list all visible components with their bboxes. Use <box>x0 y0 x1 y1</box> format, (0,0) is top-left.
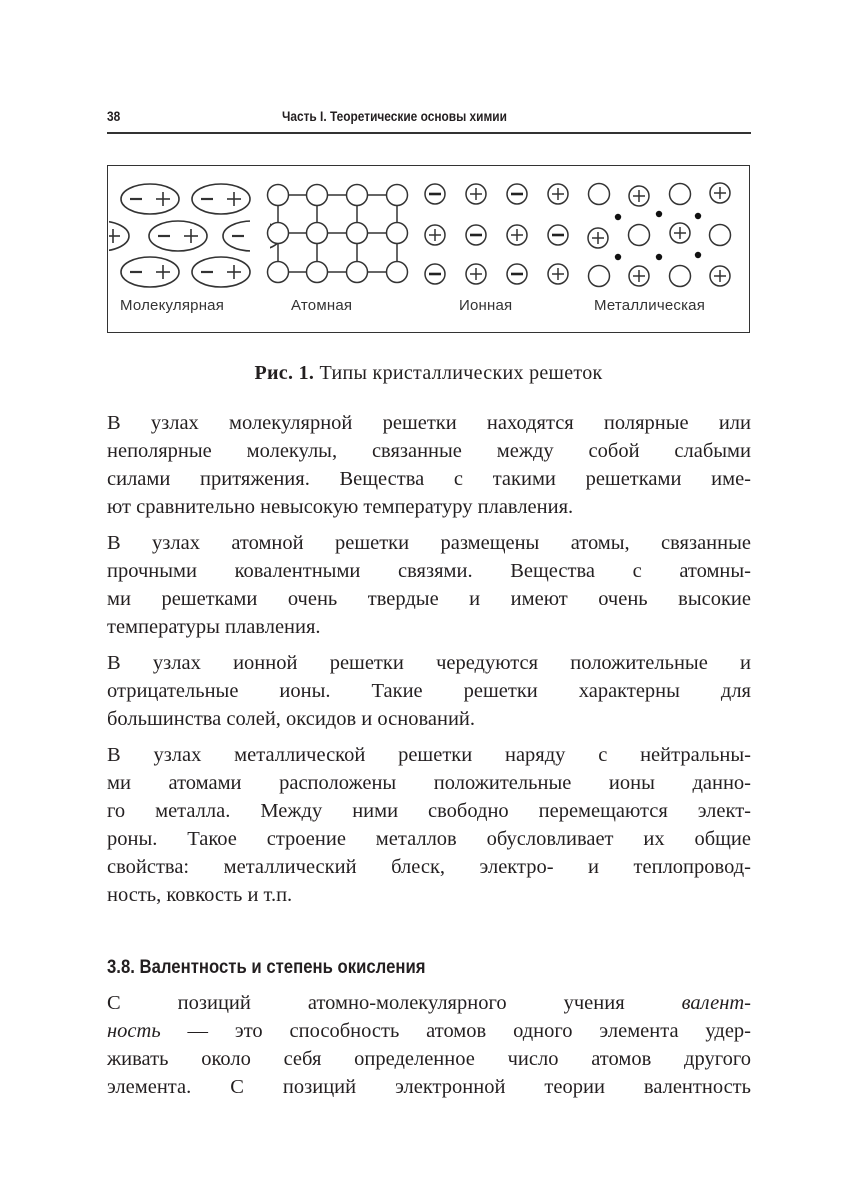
page-number: 38 <box>107 108 121 124</box>
text-fragment: С позиций атомно-молекулярного учения <box>107 992 625 1014</box>
text-line: элемента. С позиций электронной теории валентность <box>107 1076 751 1098</box>
text-line: ют сравнительно невысокую температуру плавления. <box>107 496 574 518</box>
text-line: большинства солей, оксидов и оснований. <box>107 708 476 730</box>
atomic-lattice <box>278 195 397 272</box>
running-title: Часть I. Теоретические основы химии <box>282 108 507 124</box>
term-valence-cont: ность <box>107 1020 161 1042</box>
text-line: силами притяжения. Вещества с такими решетками име- <box>107 468 751 490</box>
text-fragment: — это способность атомов одного элемента удер- <box>160 1020 751 1042</box>
text-line: В узлах атомной решетки размещены атомы, связанные <box>107 532 751 554</box>
label-molecular: Молекулярная <box>120 297 225 314</box>
metallic-lattice <box>588 183 731 287</box>
figure-caption <box>0 362 857 385</box>
page-header <box>107 106 751 134</box>
text-line: отрицательные ионы. Такие решетки характерны для <box>107 680 751 702</box>
caption-prefix: Рис. 1. <box>254 362 315 384</box>
paragraph-metallic <box>107 741 751 909</box>
caption-text: Типы кристаллических решеток <box>319 362 603 384</box>
text-line: В узлах металлической решетки наряду с нейтральны- <box>107 744 751 766</box>
label-atomic: Атомная <box>291 297 353 314</box>
label-ionic: Ионная <box>459 297 513 314</box>
paragraph-molecular <box>107 409 751 521</box>
text-line: прочными ковалентными связями. Вещества с атомны- <box>107 560 751 582</box>
text-line <box>107 1017 751 1045</box>
body-paragraphs <box>107 409 751 917</box>
text-line: В узлах молекулярной решетки находятся полярные или <box>107 412 751 434</box>
ionic-lattice <box>425 184 568 284</box>
text-line: роны. Такое строение металлов обусловливает их общие <box>107 828 751 850</box>
crystal-lattice-figure <box>107 165 750 333</box>
section-paragraph <box>107 989 751 1101</box>
text-line: го металла. Между ними свободно перемещаются элект- <box>107 800 751 822</box>
term-valence: валент- <box>681 992 752 1014</box>
paragraph-atomic <box>107 529 751 641</box>
text-line: В узлах ионной решетки чередуются положительные и <box>107 652 751 674</box>
text-line: ми атомами расположены положительные ионы данно- <box>107 772 751 794</box>
label-metallic: Металлическая <box>594 297 706 314</box>
text-line: ность, ковкость и т.п. <box>107 884 293 906</box>
section-heading: 3.8. Валентность и степень окисления <box>107 957 426 978</box>
text-line: температуры плавления. <box>107 616 321 638</box>
text-line <box>107 989 751 1017</box>
text-line: неполярные молекулы, связанные между собой слабыми <box>107 440 751 462</box>
paragraph-ionic <box>107 649 751 733</box>
text-line: свойства: металлический блеск, электро- и теплопровод- <box>107 856 751 878</box>
text-line: ми решетками очень твердые и имеют очень высокие <box>107 588 751 610</box>
text-line: живать около себя определенное число атомов другого <box>107 1048 751 1070</box>
molecular-lattice <box>108 184 281 287</box>
